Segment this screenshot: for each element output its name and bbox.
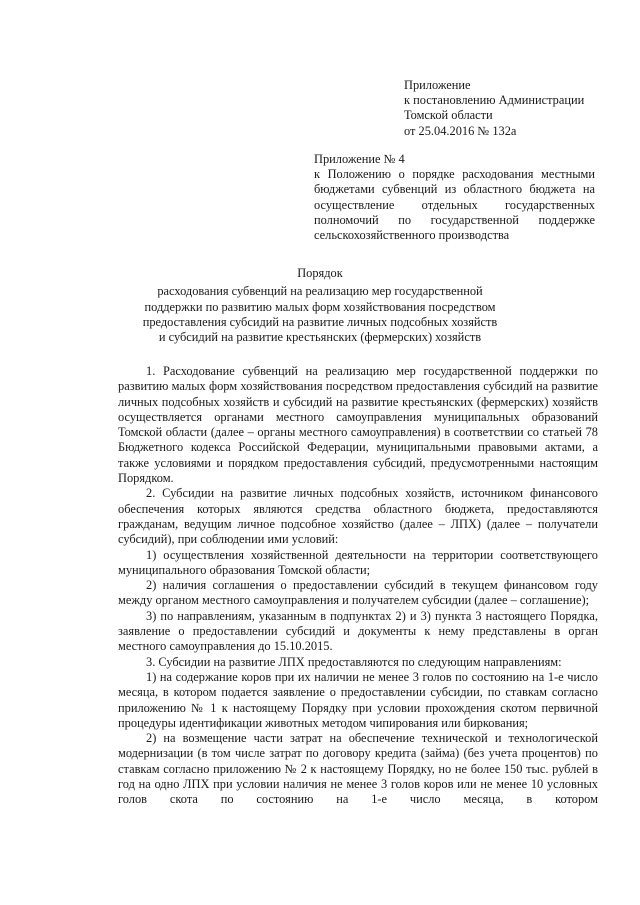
title-word: Порядок	[297, 266, 343, 280]
title-line: предоставления субсидий на развитие личных подсобных хозяйств	[142, 314, 498, 329]
annex-header-regulation	[314, 152, 595, 243]
annex-number: Приложение № 4	[314, 152, 405, 166]
title-line: поддержки по развитию малых форм хозяйствования посредством	[144, 299, 496, 314]
subparagraph-2-3: 3) по направлениям, указанным в подпунктах 2) и 3) пункта 3 настоящего Порядка, заявление о предоставлении субсидий и документы к нему представлены в орган местного самоуправления до 15.10.2015.	[118, 608, 598, 654]
title-line: расходования субвенций на реализацию мер государственной	[157, 284, 483, 299]
document-body	[118, 364, 598, 808]
subparagraph-2-2: 2) наличия соглашения о предоставлении субсидий в текущем финансовом году между органом местного самоуправления и получателем субсидии (далее – соглашение);	[118, 578, 598, 608]
paragraph-2: 2. Субсидии на развитие личных подсобных хозяйств, источником финансового обеспечения которых являются средства областного бюджета, предоставляются гражданам, ведущим личное подсобное хозяйство (далее – ЛПХ) (далее – получатели субсидий), при соблюдении ими условий:	[118, 486, 598, 547]
subparagraph-3-1: 1) на содержание коров при их наличии не менее 3 голов по состоянию на 1-е число месяца, в котором подается заявление о предоставлении субсидии, по ставкам согласно приложению № 1 к настоящему Порядку при условии прохождения скотом первичной процедуры идентификации животных методом чипирования или биркования;	[118, 669, 598, 730]
subparagraph-2-1: 1) осуществления хозяйственной деятельности на территории соответствующего муниципального образования Томской области;	[118, 547, 598, 577]
annex-header-resolution	[404, 78, 604, 139]
annex-region: Томской области	[404, 108, 493, 123]
document-title	[120, 266, 520, 345]
title-line: и субсидий на развитие крестьянских (фермерских) хозяйств	[158, 330, 482, 345]
paragraph-3: 3. Субсидии на развитие ЛПХ предоставляются по следующим направлениям:	[146, 654, 562, 669]
annex-regulation-ref: к Положению о порядке расходования местными бюджетами субвенций из областного бюджета на осуществление отдельных государственных полномочий по государственной поддержке сельскохозяйственного производства	[314, 167, 595, 243]
annex-date-number: от 25.04.2016 № 132а	[404, 123, 517, 138]
paragraph-1: 1. Расходование субвенций на реализацию мер государственной поддержки по развитию малых форм хозяйствования посредством предоставления субсидий на развитие личных подсобных хозяйств и субсидий на развитие крестьянских (фермерских) хозяйств осуществляется органами местного самоуправления муниципальных образований Томской области (далее – органы местного самоуправления) в соответствии со статьей 78 Бюджетного кодекса Российской Федерации, муниципальными правовыми актами, а также условиями и порядком предоставления субсидий, предусмотренными настоящим Порядком.	[118, 364, 598, 486]
subparagraph-3-2: 2) на возмещение части затрат на обеспечение технической и технологической модернизации (в том числе затрат по договору кредита (займа) (без учета процентов) по ставкам согласно приложению № 2 к настоящему Порядку, но не более 150 тыс. рублей в год на одно ЛПХ при условии наличия не менее 3 голов коров или не менее 10 условных голов скота по состоянию на 1-е число месяца, в котором	[118, 731, 598, 807]
annex-label: Приложение	[404, 78, 471, 92]
annex-resolution-ref: к постановлению Администрации	[404, 93, 585, 108]
